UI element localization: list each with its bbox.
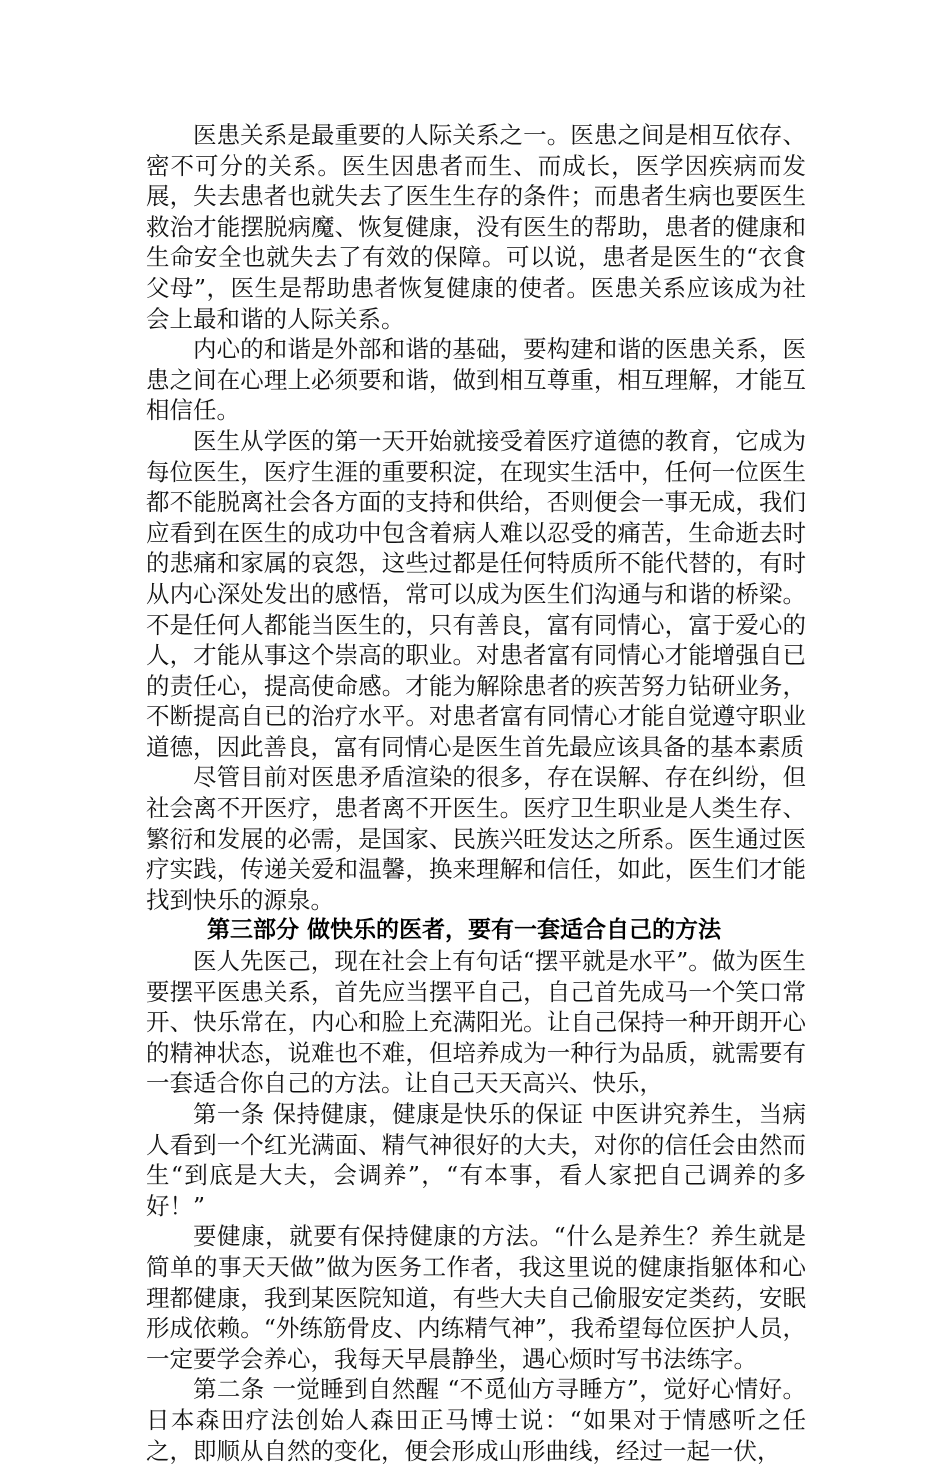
document-body [146,120,806,1466]
body-paragraph: 第二条 一觉睡到自然醒 “不觅仙方寻睡方”，觉好心情好。日本森田疗法创始人森田正马博士说：“如果对于情感听之任之，即顺从自然的变化，便会形成山形曲线，经过一起一伏， [146,1375,806,1465]
body-paragraph: 医人先医己，现在社会上有句话“摆平就是水平”。做为医生要摆平医患关系，首先应当摆平自己，自己首先成马一个笑口常开、快乐常在，内心和脸上充满阳光。让自己保持一种开朗开心的精神状态，说难也不难，但培养成为一种行为品质，就需要有一套适合你自己的方法。让自己天天高兴、快乐， [146,947,806,1098]
body-paragraph: 医生从学医的第一天开始就接受着医疗道德的教育，它成为每位医生，医疗生涯的重要积淀，在现实生活中，任何一位医生都不能脱离社会各方面的支持和供给，否则便会一事无成，我们应看到在医生的成功中包含着病人难以忍受的痛苦，生命逝去时的悲痛和家属的哀怨，这些过都是任何特质所不能代替的，有时从内心深处发出的感悟，常可以成为医生们沟通与和谐的桥梁。不是任何人都能当医生的，只有善良，富有同情心，富于爱心的人，才能从事这个崇高的职业。对患者富有同情心才能增强自已的责任心，提高使命感。才能为解除患者的疾苦努力钻研业务，不断提高自已的治疗水平。对患者富有同情心才能自觉遵守职业道德，因此善良，富有同情心是医生首先最应该具备的基本素质 [146,426,806,761]
body-paragraph: 要健康，就要有保持健康的方法。“什么是养生？养生就是简单的事天天做”做为医务工作者，我这里说的健康指躯体和心理都健康，我到某医院知道，有些大夫自己偷服安定类药，安眠形成依赖。“外练筋骨皮、内练精气神”，我希望每位医护人员，一定要学会养心，我每天早晨静坐，遇心烦时写书法练字。 [146,1222,806,1373]
body-paragraph: 医患关系是最重要的人际关系之一。医患之间是相互依存、密不可分的关系。医生因患者而生、而成长，医学因疾病而发展，失去患者也就失去了医生生存的条件；而患者生病也要医生救治才能摆脱病魔、恢复健康，没有医生的帮助，患者的健康和生命安全也就失去了有效的保障。可以说，患者是医生的“衣食父母”，医生是帮助患者恢复健康的使者。医患关系应该成为社会上最和谐的人际关系。 [146,121,806,333]
section-heading: 第三部分 做快乐的医者，要有一套适合自己的方法 [207,917,722,944]
body-paragraph: 第一条 保持健康，健康是快乐的保证 中医讲究养生，当病人看到一个红光满面、精气神很好的大夫，对你的信任会由然而生“到底是大夫，会调养”，“有本事，看人家把自己调养的多好！” [146,1100,806,1220]
body-paragraph: 内心的和谐是外部和谐的基础，要构建和谐的医患关系，医患之间在心理上必须要和谐，做到相互尊重，相互理解，才能互相信任。 [146,335,806,425]
body-paragraph: 尽管目前对医患矛盾渲染的很多，存在误解、存在纠纷，但社会离不开医疗，患者离不开医生。医疗卫生职业是人类生存、繁衍和发展的必需，是国家、民族兴旺发达之所系。医生通过医疗实践，传递关爱和温馨，换来理解和信任，如此，医生们才能找到快乐的源泉。 [146,763,806,914]
